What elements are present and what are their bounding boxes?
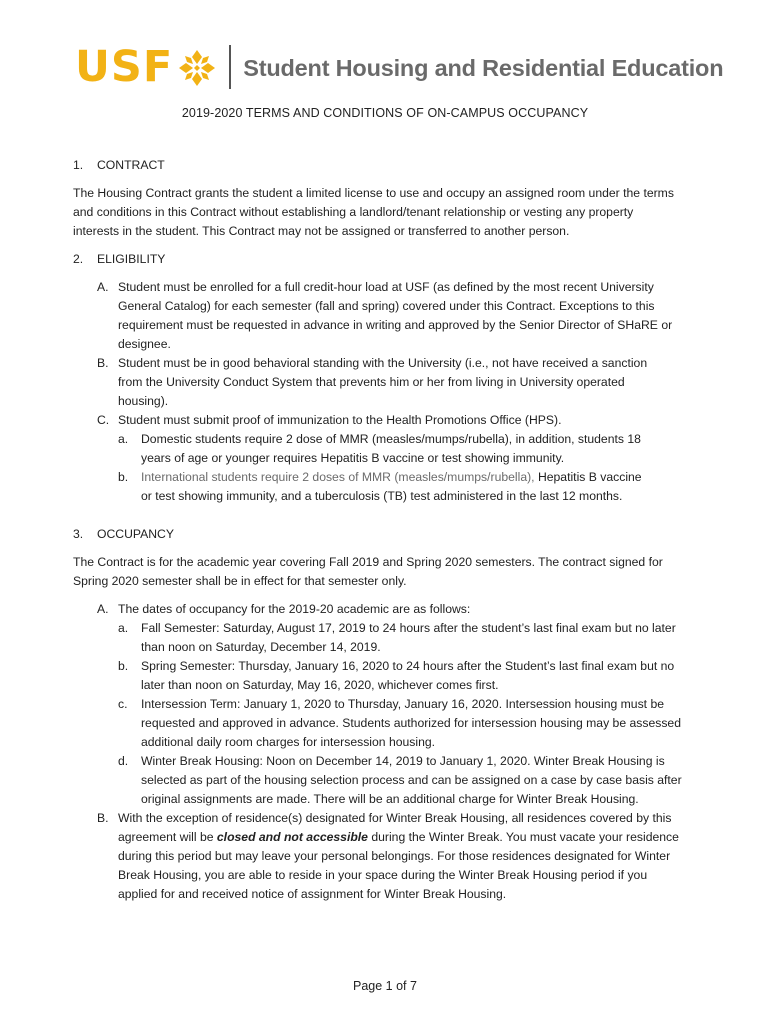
text-line: years of age or younger requires Hepatitis B vaccine or test showing immunity. [141,451,565,465]
text-line: Intersession Term: January 1, 2020 to Thursday, January 16, 2020. Intersession housing must be [141,697,665,711]
section-eligibility-heading [73,250,705,269]
text-line: With the exception of residence(s) designated for Winter Break Housing, all residences covered by this [118,811,672,825]
sub-list-item [73,657,705,695]
text-line: Student must be enrolled for a full credit-hour load at USF (as defined by the most recent University [118,280,654,294]
text-span: Hepatitis B vaccine [534,470,642,484]
section-number: 3. [73,527,84,541]
sub-list-item [73,430,705,468]
section-contract-heading [73,156,705,175]
logo-divider [229,45,231,89]
text-line: or test showing immunity, and a tuberculosis (TB) test administered in the last 12 months. [141,489,623,503]
section-title: ELIGIBILITY [97,252,166,266]
sub-list-item [73,695,705,752]
text-line: Domestic students require 2 dose of MMR (measles/mumps/rubella), in addition, students 18 [141,432,641,446]
text-line: The Housing Contract grants the student a limited license to use and occupy an assigned room under the terms [73,186,674,200]
list-item [73,354,705,411]
section-number: 2. [73,252,84,266]
text-line: Student must be in good behavioral standing with the University (i.e., not have received a sanction [118,356,648,370]
text-line: Winter Break Housing: Noon on December 14, 2019 to January 1, 2020. Winter Break Housing is [141,754,665,768]
usf-star-emblem-icon [177,48,217,88]
list-marker: a. [118,621,129,635]
text-line: applied for and received notice of assignment for Winter Break Housing. [118,887,507,901]
list-marker: B. [97,811,109,825]
sub-list-item [73,752,705,809]
section-title: OCCUPANCY [97,527,174,541]
text-line: interests in the student. This Contract may not be assigned or transferred to another person. [73,224,570,238]
list-marker: A. [97,280,109,294]
text-line: requirement must be requested in advance in writing and approved by the Senior Director of SHaRE or [118,318,673,332]
text-line: additional daily room charges for intersession housing. [141,735,436,749]
text-line [118,828,705,847]
text-span: during the Winter Break. You must vacate your residence [367,830,679,844]
document-body [73,156,705,904]
page-number: Page 1 of 7 [353,979,417,993]
text-line: Spring 2020 semester shall be in effect for that semester only. [73,574,407,588]
text-line: from the University Conduct System that prevents him or her from living in University operated [118,375,625,389]
text-line: General Catalog) for each semester (fall and spring) covered under this Contract. Exceptions to this [118,299,655,313]
usf-wordmark: USF [75,42,174,92]
list-marker: b. [118,659,129,673]
occupancy-paragraph [73,553,705,591]
contract-paragraph [73,184,705,241]
text-line [141,468,705,487]
sub-list-item [73,468,705,506]
muted-text: International students require 2 doses of MMR (measles/mumps/rubella), [141,470,535,484]
list-item [73,809,705,904]
list-item [73,411,705,430]
text-line: later than noon on Saturday, May 16, 2020, whichever comes first. [141,678,499,692]
list-marker: b. [118,470,129,484]
section-occupancy-heading [73,525,705,544]
text-line: Break Housing, you are able to reside in your space during the Winter Break Housing period if you [118,868,648,882]
list-marker: A. [97,602,109,616]
text-line: selected as part of the housing selection process and can be assigned on a case by case basis after [141,773,682,787]
text-line: designee. [118,337,171,351]
text-line: Student must submit proof of immunization to the Health Promotions Office (HPS). [118,413,562,427]
text-span: agreement will be [118,830,217,844]
emphasis-text: closed and not accessible [216,830,368,844]
section-title: CONTRACT [97,158,165,172]
list-item [73,600,705,619]
sub-list-item [73,619,705,657]
list-marker: c. [118,697,128,711]
text-line: Fall Semester: Saturday, August 17, 2019 to 24 hours after the student’s last final exam but no later [141,621,676,635]
list-marker: C. [97,413,110,427]
text-line: and conditions in this Contract without establishing a landlord/tenant relationship or vesting any property [73,205,634,219]
section-number: 1. [73,158,84,172]
department-name: Student Housing and Residential Education [243,54,724,81]
list-item [73,278,705,354]
text-line: original assignments are made. There will be an additional charge for Winter Break Housing. [141,792,639,806]
text-line: requested and approved in advance. Students authorized for intersession housing may be assessed [141,716,681,730]
list-marker: a. [118,432,129,446]
text-line: housing). [118,394,169,408]
text-line: The Contract is for the academic year covering Fall 2019 and Spring 2020 semesters. The contract signed for [73,555,663,569]
list-marker: d. [118,754,129,768]
text-line: The dates of occupancy for the 2019-20 academic are as follows: [118,602,471,616]
list-marker: B. [97,356,109,370]
usf-housing-logo [75,44,723,90]
text-line: during this period but may leave your personal belongings. For those residences designated for Winter [118,849,671,863]
document-title: 2019-2020 TERMS AND CONDITIONS OF ON-CAMPUS OCCUPANCY [181,106,589,120]
text-line: Spring Semester: Thursday, January 16, 2020 to 24 hours after the Student’s last final exam but no [141,659,675,673]
text-line: than noon on Saturday, December 14, 2019. [141,640,381,654]
